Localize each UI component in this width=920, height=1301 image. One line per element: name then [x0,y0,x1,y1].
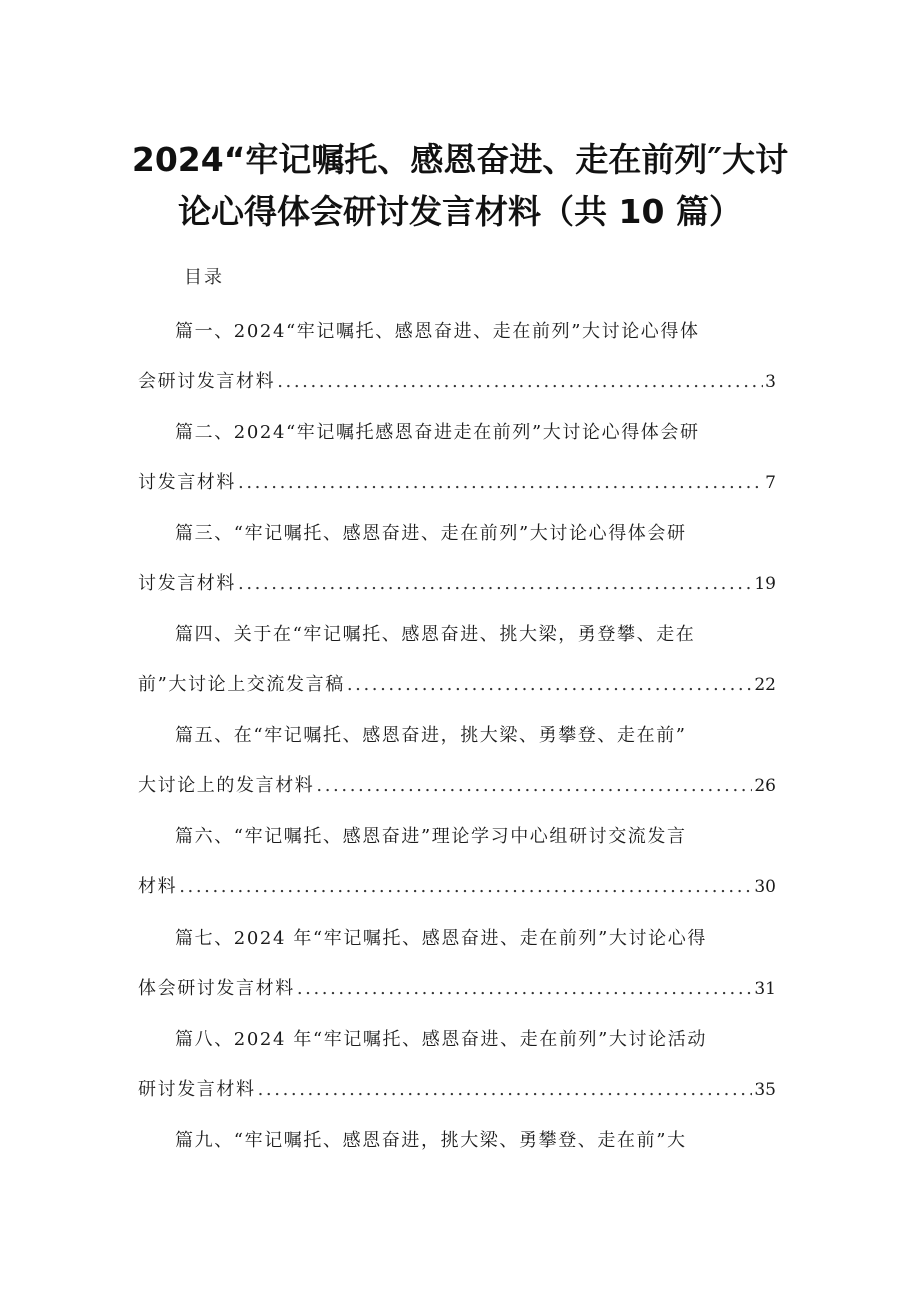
toc-entry-text-cont: 讨发言材料 [138,472,236,493]
toc-entry-text: 篇八、2024 年“牢记嘱托、感恩奋进、走在前列”大讨论活动 [175,1029,707,1050]
toc-page-number: 7 [765,473,776,493]
toc-entry-text-cont: 大讨论上的发言材料 [138,775,315,796]
toc-entry-text: 篇三、“牢记嘱托、感恩奋进、走在前列”大讨论心得体会研 [175,523,687,544]
toc-entry-text-cont: 材料 [138,876,178,897]
dot-leader [238,469,763,497]
toc-page-number: 19 [754,574,776,594]
toc-entry-text-cont: 研讨发言材料 [138,1079,256,1100]
toc-entry-text-cont: 体会研讨发言材料 [138,978,295,999]
dot-leader [258,1076,753,1104]
toc-page-number: 26 [754,776,776,796]
dot-leader [238,570,752,598]
toc-entry-text-cont: 会研讨发言材料 [138,371,276,392]
toc-entry-text: 篇四、关于在“牢记嘱托、感恩奋进、挑大梁，勇登攀、走在 [175,624,696,645]
title-line-1: 2024“牢记嘱托、感恩奋进、走在前列″大讨 [131,140,789,179]
toc-entry-text: 篇五、在“牢记嘱托、感恩奋进，挑大梁、勇攀登、走在前” [175,725,687,746]
toc-page-number: 30 [754,877,776,897]
dot-leader [179,873,752,901]
toc-entry-text: 篇九、“牢记嘱托、感恩奋进，挑大梁、勇攀登、走在前”大 [175,1130,687,1151]
document-title [0,134,920,238]
toc-page-number: 3 [765,372,776,392]
toc-heading: 目录 [184,267,224,288]
toc-entry-text: 篇六、“牢记嘱托、感恩奋进”理论学习中心组研讨交流发言 [175,826,687,847]
toc-entry-text-cont: 讨发言材料 [138,573,236,594]
dot-leader [277,368,763,396]
toc-entry-text: 篇二、2024“牢记嘱托感恩奋进走在前列”大讨论心得体会研 [175,422,700,443]
toc-page-number: 35 [754,1080,776,1100]
dot-leader [316,772,752,800]
toc-entry-text: 篇一、2024“牢记嘱托、感恩奋进、走在前列”大讨论心得体 [175,321,700,342]
toc-entry-text: 篇七、2024 年“牢记嘱托、感恩奋进、走在前列”大讨论心得 [175,928,707,949]
dot-leader [347,671,753,699]
dot-leader [297,975,753,1003]
toc-page-number: 31 [754,979,776,999]
title-line-2: 论心得体会研讨发言材料（共 10 篇） [178,192,742,231]
toc-entry-text-cont: 前”大讨论上交流发言稿 [138,674,345,695]
toc-page-number: 22 [754,675,776,695]
